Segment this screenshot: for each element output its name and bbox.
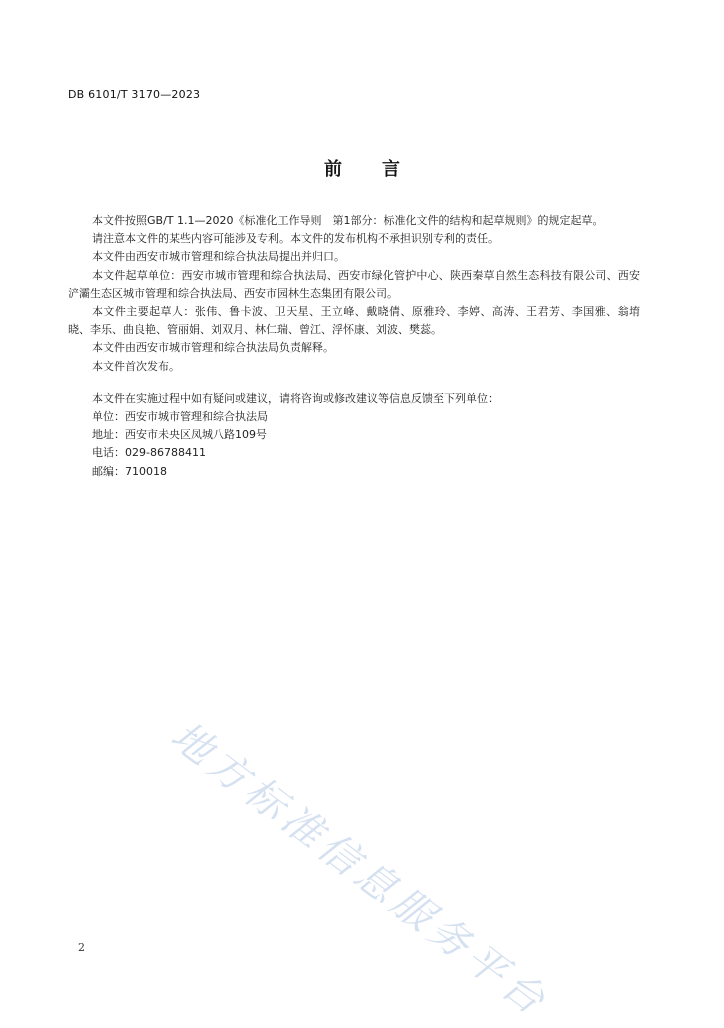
document-code: DB 6101/T 3170—2023 (68, 88, 201, 101)
contact-postcode: 邮编：710018 (92, 464, 167, 478)
foreword-body (68, 212, 640, 481)
paragraph-interpretation: 本文件由西安市城市管理和综合执法局负责解释。 (92, 341, 334, 355)
paragraph-drafters: 本文件主要起草人：张伟、鲁卡波、卫天星、王立峰、戴晓倩、原雅玲、李婷、高涛、王君芳、李国雅、翁堉晓、李乐、曲良艳、管丽娟、刘双月、林仁瑞、曾江、浮怀康、刘波、樊蕊。 (68, 305, 640, 337)
watermark: 地方标准信息服务平台 (162, 712, 558, 1027)
contact-phone: 电话：029-86788411 (92, 446, 206, 460)
paragraph-first-release: 本文件首次发布。 (92, 359, 180, 373)
paragraph-proposer: 本文件由西安市城市管理和综合执法局提出并归口。 (92, 250, 345, 264)
title-part-2: 言 (382, 159, 400, 180)
paragraph-patent-notice: 请注意本文件的某些内容可能涉及专利。本文件的发布机构不承担识别专利的责任。 (92, 232, 499, 246)
contact-address: 地址：西安市未央区凤城八路109号 (92, 428, 267, 442)
paragraph-drafting-basis: 本文件按照GB/T 1.1—2020《标准化工作导则 第1部分：标准化文件的结构和起草规则》的规定起草。 (92, 214, 604, 227)
contact-unit: 单位：西安市城市管理和综合执法局 (92, 410, 268, 424)
contact-intro: 本文件在实施过程中如有疑问或建议，请将咨询或修改建议等信息反馈至下列单位： (92, 391, 499, 405)
title-part-1: 前 (324, 159, 342, 180)
page-title (0, 155, 724, 181)
contact-block (68, 390, 640, 481)
paragraph-drafting-units: 本文件起草单位：西安市城市管理和综合执法局、西安市绿化管护中心、陕西秦草自然生态科技有限公司、西安浐灞生态区城市管理和综合执法局、西安市园林生态集团有限公司。 (68, 268, 640, 300)
page-number: 2 (78, 941, 85, 954)
